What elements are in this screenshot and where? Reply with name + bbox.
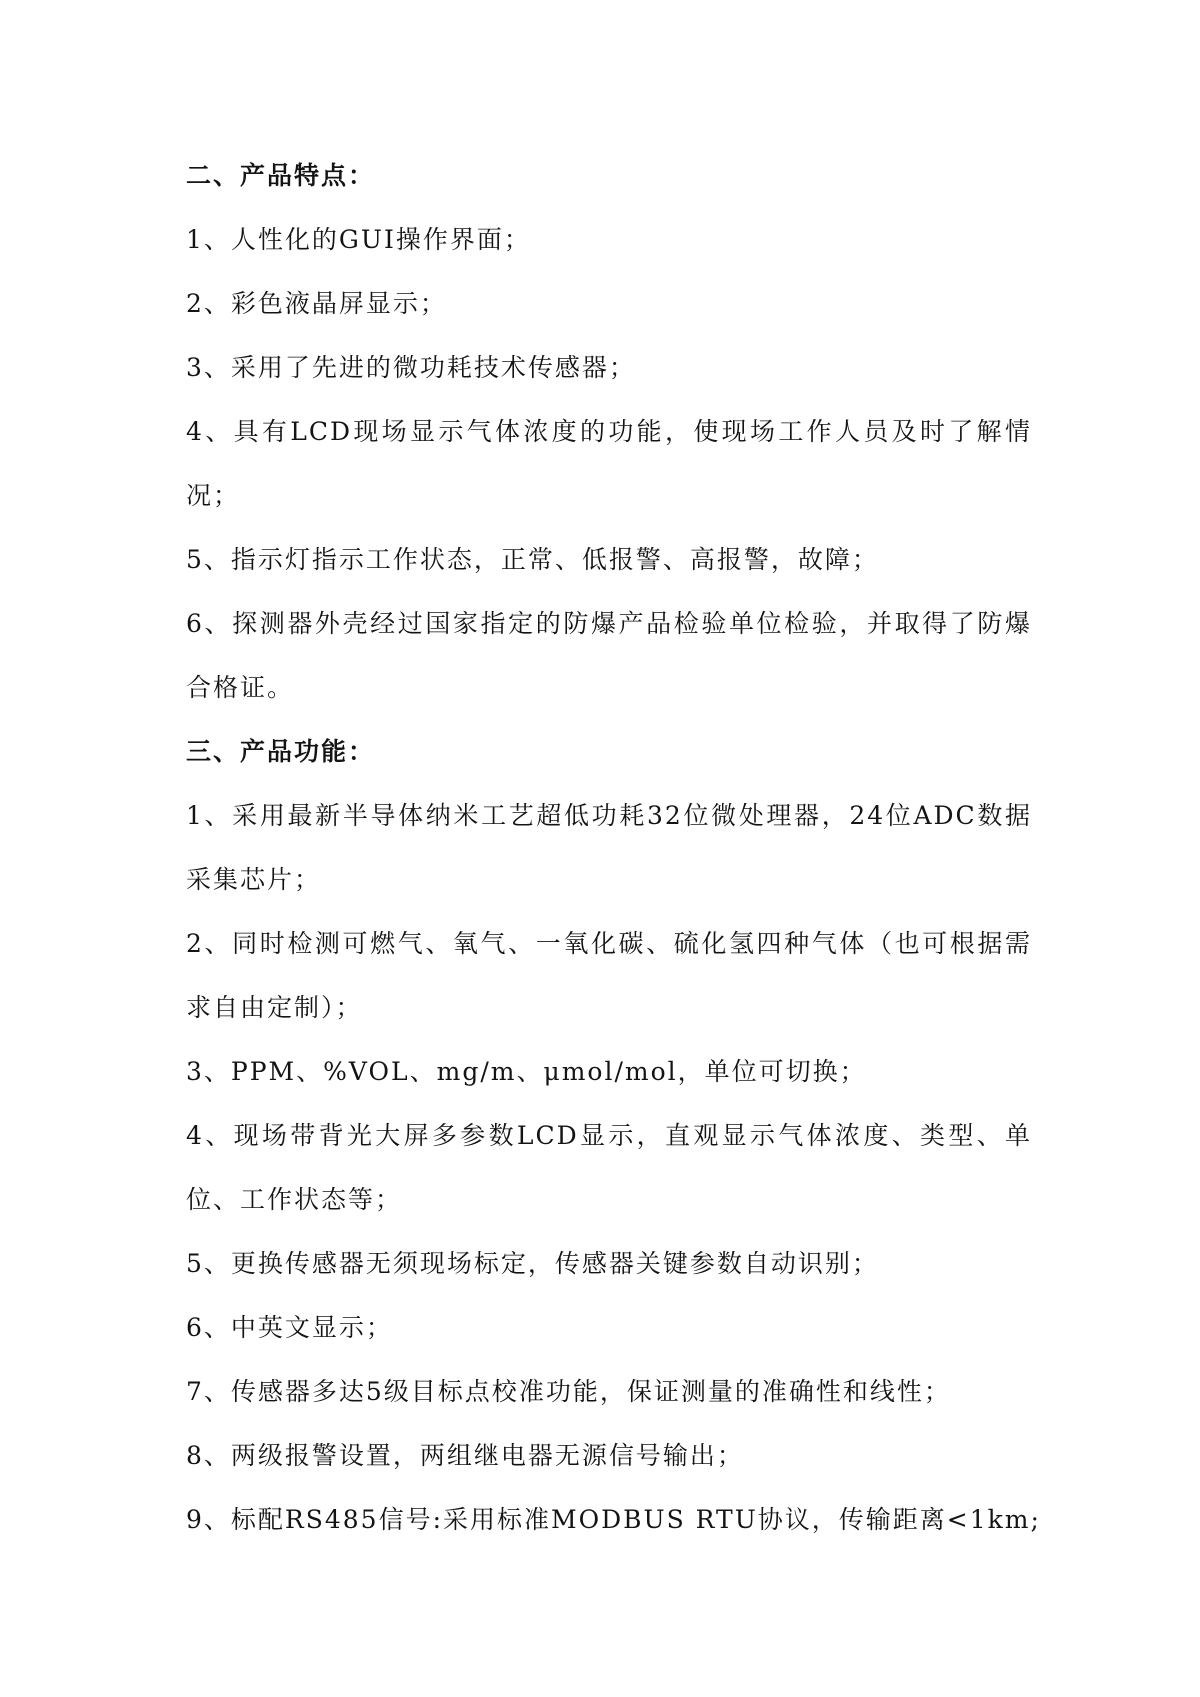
function-item-1: 1、采用最新半导体纳米工艺超低功耗32位微处理器，24位ADC数据采集芯片； bbox=[186, 801, 1032, 894]
function-item-3: 3、PPM、%VOL、mg/m、μmol/mol，单位可切换； bbox=[186, 1057, 867, 1086]
function-item-6: 6、中英文显示； bbox=[186, 1313, 393, 1342]
feature-item-6: 6、探测器外壳经过国家指定的防爆产品检验单位检验，并取得了防爆合格证。 bbox=[186, 609, 1032, 702]
feature-item-2: 2、彩色液晶屏显示； bbox=[186, 289, 447, 318]
feature-item-5: 5、指示灯指示工作状态，正常、低报警、高报警，故障； bbox=[186, 545, 879, 574]
function-item-9: 9、标配RS485信号:采用标准MODBUS RTU协议，传输距离<1km; bbox=[186, 1505, 1041, 1534]
function-item-4: 4、现场带背光大屏多参数LCD显示，直观显示气体浓度、类型、单位、工作状态等； bbox=[186, 1121, 1032, 1214]
function-item-8: 8、两级报警设置，两组继电器无源信号输出； bbox=[186, 1441, 744, 1470]
section-heading-functions: 三、产品功能： bbox=[186, 737, 376, 766]
feature-item-4: 4、具有LCD现场显示气体浓度的功能，使现场工作人员及时了解情况； bbox=[186, 417, 1032, 510]
feature-item-3: 3、采用了先进的微功耗技术传感器； bbox=[186, 353, 636, 382]
document-page bbox=[186, 144, 1041, 1552]
function-item-5: 5、更换传感器无须现场标定，传感器关键参数自动识别； bbox=[186, 1249, 879, 1278]
function-item-7: 7、传感器多达5级目标点校准功能，保证测量的准确性和线性； bbox=[186, 1377, 951, 1406]
function-item-2: 2、同时检测可燃气、氧气、一氧化碳、硫化氢四种气体（也可根据需求自由定制）； bbox=[186, 929, 1032, 1022]
feature-item-1: 1、人性化的GUI操作界面； bbox=[186, 225, 531, 254]
section-heading-features: 二、产品特点： bbox=[186, 161, 376, 190]
